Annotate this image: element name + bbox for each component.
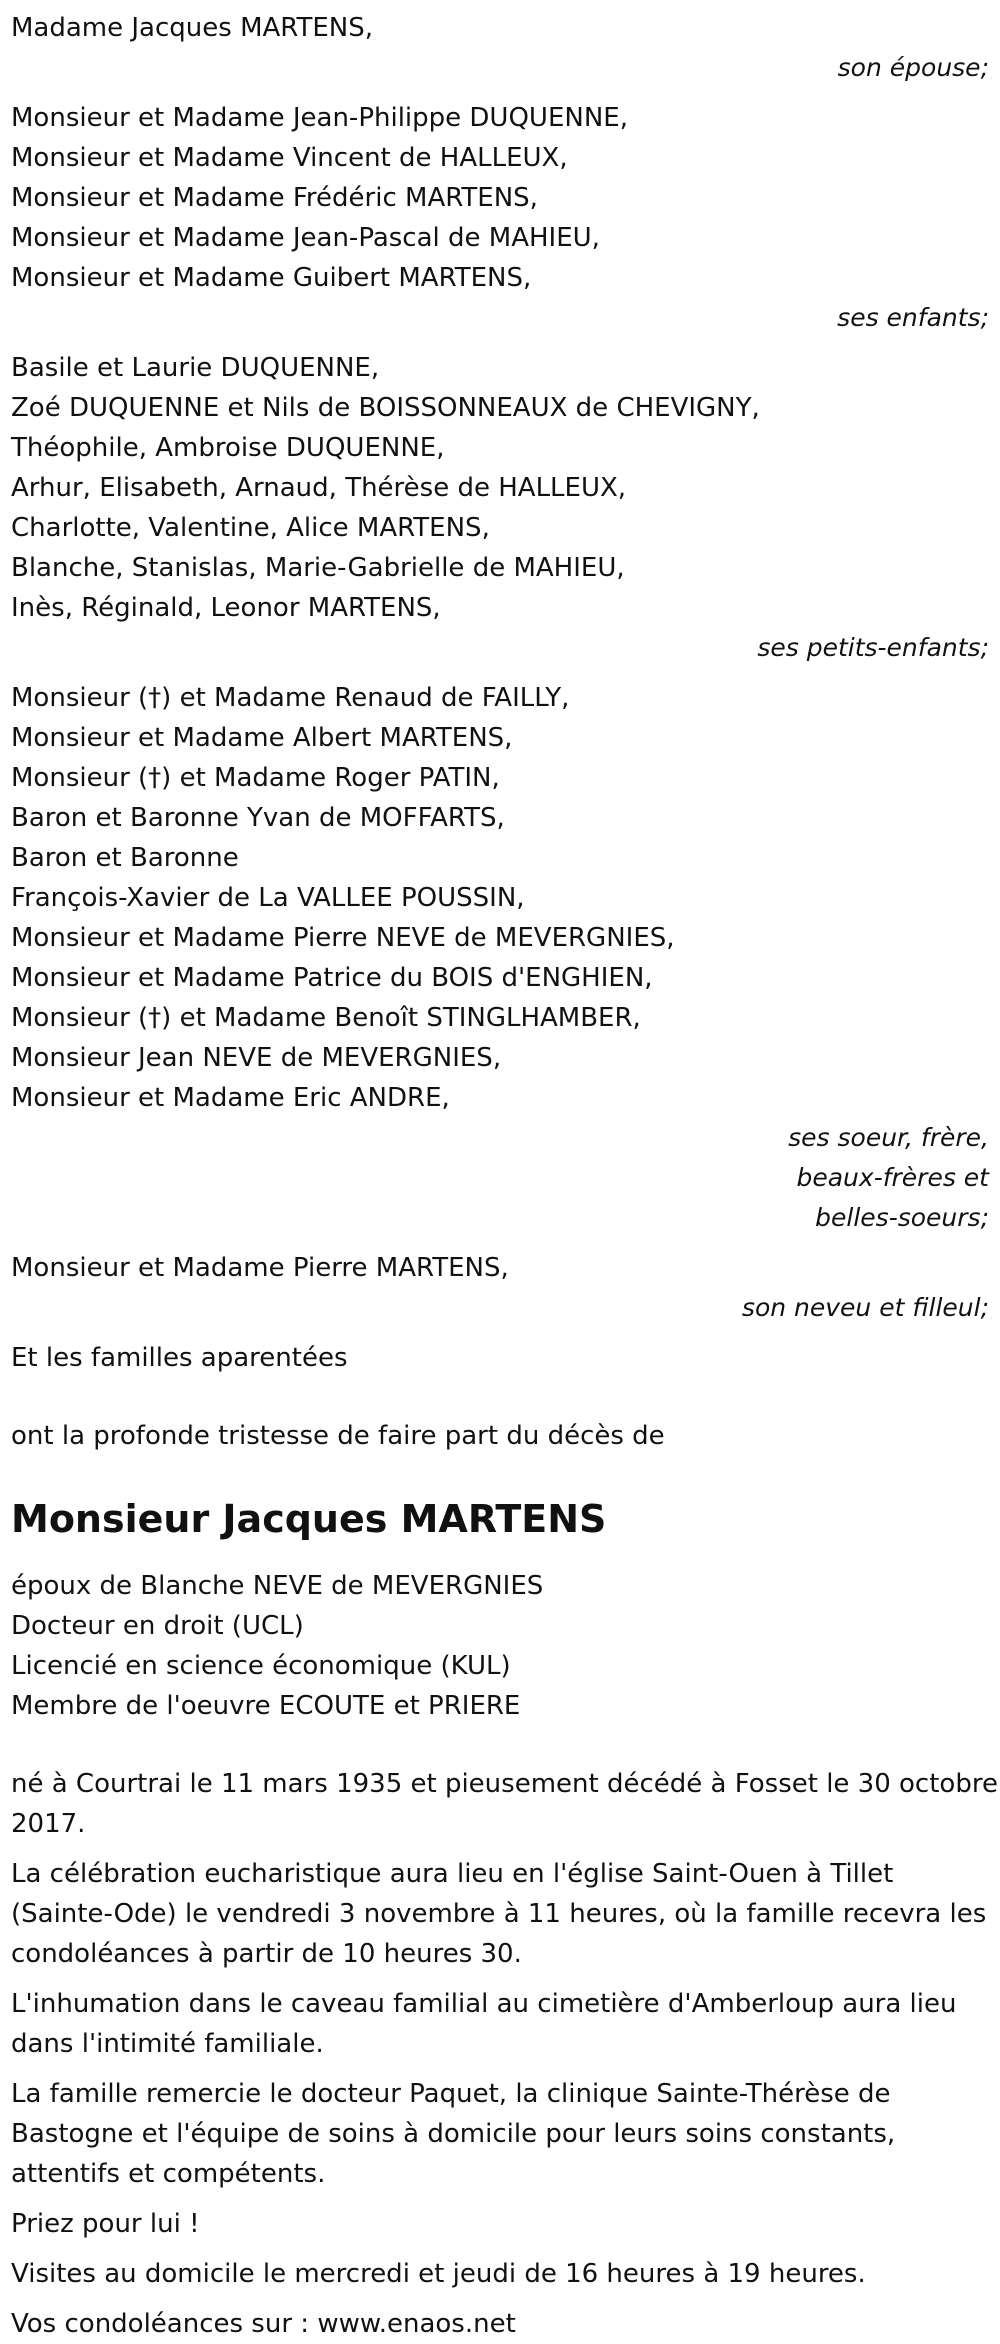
children-relation: ses enfants; xyxy=(837,303,989,332)
grandchild-name: Inès, Réginald, Leonor MARTENS, xyxy=(11,593,441,623)
spouse-group xyxy=(11,8,991,88)
sibling-name: Monsieur (†) et Madame Renaud de FAILLY, xyxy=(11,683,570,713)
sibling-name: Baron et Baronne xyxy=(11,843,239,873)
thanks-paragraph: La famille remercie le docteur Paquet, la clinique Sainte-Thérèse de Bastogne et l'équipe de soins à domicile pour leurs soins constants, attentifs et compétents. xyxy=(11,2079,896,2189)
nephew-group xyxy=(11,1248,991,1328)
birth-death-paragraph: né à Courtrai le 11 mars 1935 et pieusement décédé à Fosset le 30 octobre 2017. xyxy=(11,1769,998,1839)
spouse-relation: son épouse; xyxy=(837,53,989,82)
spouse-name: Madame Jacques MARTENS, xyxy=(11,13,373,43)
burial-paragraph: L'inhumation dans le caveau familial au cimetière d'Amberloup aura lieu dans l'intimité familiale. xyxy=(11,1989,957,2059)
sibling-name: Baron et Baronne Yvan de MOFFARTS, xyxy=(11,803,505,833)
sibling-name: Monsieur Jean NEVE de MEVERGNIES, xyxy=(11,1043,502,1073)
celebration-paragraph: La célébration eucharistique aura lieu en l'église Saint-Ouen à Tillet (Sainte-Ode) le vendredi 3 novembre à 11 heures, où la famille recevra les condoléances à partir de 10 heures 30. xyxy=(11,1859,987,1969)
deceased-detail: époux de Blanche NEVE de MEVERGNIES xyxy=(11,1571,544,1601)
visits-paragraph: Visites au domicile le mercredi et jeudi de 16 heures à 19 heures. xyxy=(11,2259,866,2289)
sibling-name: Monsieur (†) et Madame Benoît STINGLHAMBER, xyxy=(11,1003,641,1033)
grandchild-name: Théophile, Ambroise DUQUENNE, xyxy=(11,433,445,463)
grandchild-name: Arhur, Elisabeth, Arnaud, Thérèse de HALLEUX, xyxy=(11,473,627,503)
child-name: Monsieur et Madame Guibert MARTENS, xyxy=(11,263,532,293)
sibling-name: Monsieur et Madame Albert MARTENS, xyxy=(11,723,513,753)
grandchild-name: Blanche, Stanislas, Marie-Gabrielle de MAHIEU, xyxy=(11,553,625,583)
sibling-name: François-Xavier de La VALLEE POUSSIN, xyxy=(11,883,525,913)
deceased-name: Monsieur Jacques MARTENS xyxy=(11,1497,607,1541)
obituary-content xyxy=(11,8,998,2344)
announcement-line: ont la profonde tristesse de faire part du décès de xyxy=(11,1421,665,1451)
grandchildren-group xyxy=(11,348,991,668)
deceased-detail: Licencié en science économique (KUL) xyxy=(11,1651,511,1681)
siblings-relation-line: beaux-frères et xyxy=(796,1163,989,1192)
deceased-details xyxy=(11,1566,991,1726)
siblings-relation-line: ses soeur, frère, xyxy=(788,1123,989,1152)
siblings-relation-line: belles-soeurs; xyxy=(815,1203,989,1232)
grandchild-name: Basile et Laurie DUQUENNE, xyxy=(11,353,380,383)
nephew-relation: son neveu et filleul; xyxy=(741,1293,989,1322)
grandchild-name: Zoé DUQUENNE et Nils de BOISSONNEAUX de CHEVIGNY, xyxy=(11,393,760,423)
sibling-name: Monsieur (†) et Madame Roger PATIN, xyxy=(11,763,500,793)
grandchild-name: Charlotte, Valentine, Alice MARTENS, xyxy=(11,513,490,543)
sibling-name: Monsieur et Madame Patrice du BOIS d'ENGHIEN, xyxy=(11,963,653,993)
child-name: Monsieur et Madame Jean-Philippe DUQUENNE, xyxy=(11,103,628,133)
children-group xyxy=(11,98,991,338)
deceased-detail: Docteur en droit (UCL) xyxy=(11,1611,304,1641)
condolences-paragraph: Vos condoléances sur : www.enaos.net xyxy=(11,2309,516,2339)
child-name: Monsieur et Madame Frédéric MARTENS, xyxy=(11,183,538,213)
deceased-detail: Membre de l'oeuvre ECOUTE et PRIERE xyxy=(11,1691,521,1721)
siblings-group xyxy=(11,678,991,1238)
sibling-name: Monsieur et Madame Eric ANDRE, xyxy=(11,1083,450,1113)
grandchildren-relation: ses petits-enfants; xyxy=(757,633,989,662)
nephew-name: Monsieur et Madame Pierre MARTENS, xyxy=(11,1253,509,1283)
prayer-paragraph: Priez pour lui ! xyxy=(11,2209,200,2239)
sibling-name: Monsieur et Madame Pierre NEVE de MEVERGNIES, xyxy=(11,923,675,953)
child-name: Monsieur et Madame Vincent de HALLEUX, xyxy=(11,143,568,173)
families-line: Et les familles aparentées xyxy=(11,1343,348,1373)
child-name: Monsieur et Madame Jean-Pascal de MAHIEU, xyxy=(11,223,600,253)
